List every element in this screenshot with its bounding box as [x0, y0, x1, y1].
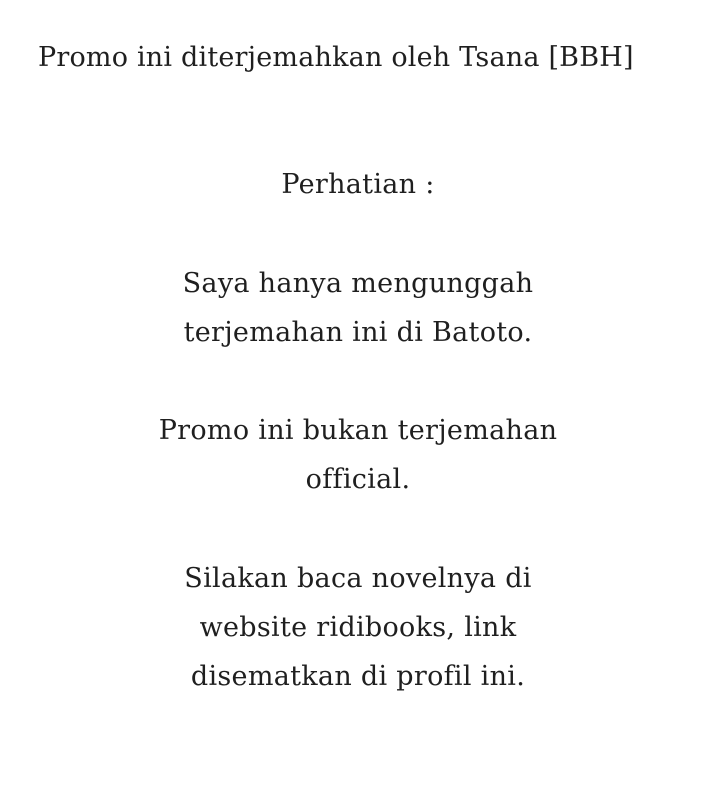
notice-heading: Perhatian :: [281, 169, 435, 200]
notice-line: disematkan di profil ini.: [190, 661, 526, 692]
notice-paragraph-upload: [0, 259, 716, 357]
notice-line: Promo ini bukan terjemahan: [158, 415, 558, 446]
translator-credit: Promo ini diterjemahkan oleh Tsana [BBH]: [38, 42, 634, 73]
notice-line: website ridibooks, link: [199, 612, 517, 643]
notice-line: Saya hanya mengunggah: [182, 268, 534, 299]
notice-line: terjemahan ini di Batoto.: [183, 317, 533, 348]
notice-line: official.: [305, 464, 411, 495]
notice-line: Silakan baca novelnya di: [184, 563, 532, 594]
notice-paragraph-unofficial: [0, 406, 716, 504]
notice-paragraph-read-original: [0, 554, 716, 701]
